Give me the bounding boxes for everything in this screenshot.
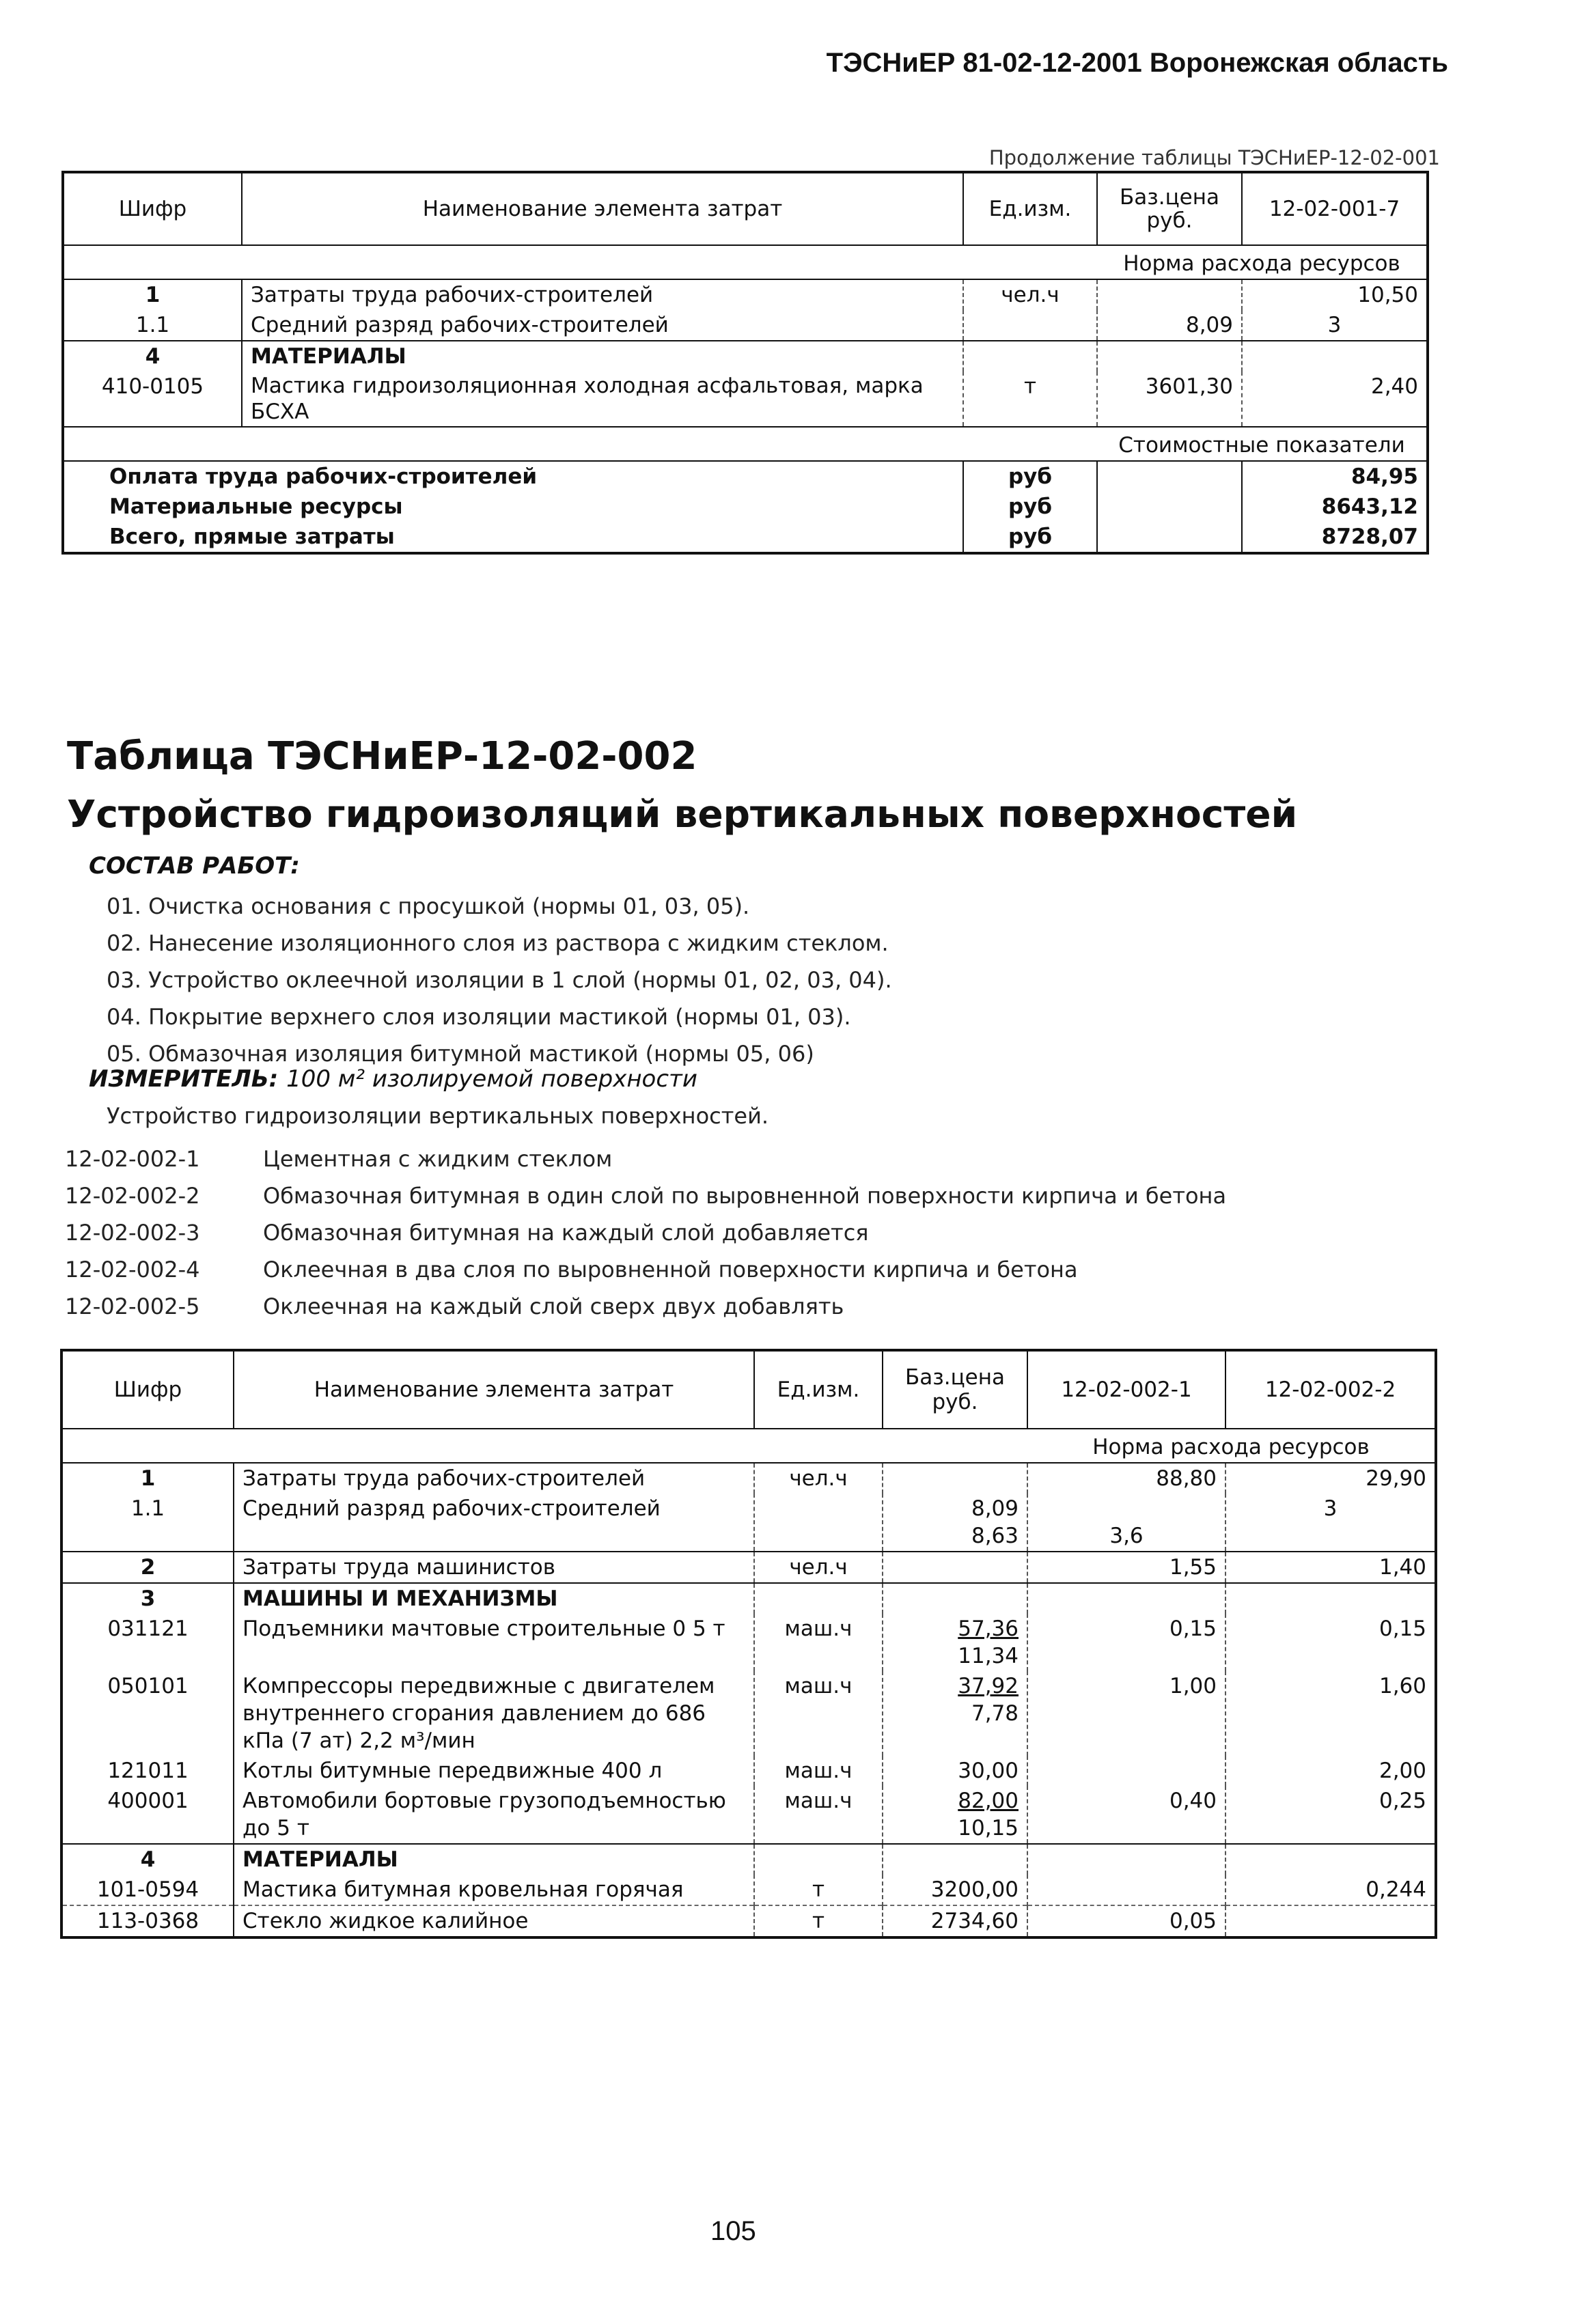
section-row-norms	[61, 1429, 1436, 1463]
row-unit	[963, 310, 1097, 341]
variant-item	[65, 1251, 1226, 1288]
row-name: МАТЕРИАЛЫ	[234, 1844, 754, 1875]
col-header-unit: Ед.изм.	[754, 1350, 883, 1429]
norm-variants	[65, 1140, 1226, 1325]
table-row	[61, 1786, 1436, 1844]
row-norm-1	[1027, 1844, 1225, 1875]
row-norm-2: 0,244	[1225, 1875, 1436, 1905]
row-unit: маш.ч	[754, 1786, 883, 1844]
row-norm-2	[1225, 1583, 1436, 1614]
cost-unit: руб	[963, 522, 1097, 553]
row-norm-1	[1027, 1583, 1225, 1614]
col-header-norm: 12-02-001-7	[1242, 172, 1428, 245]
table-row	[61, 1875, 1436, 1905]
variant-item	[65, 1214, 1226, 1251]
row-price	[883, 1552, 1027, 1583]
table-row	[61, 1844, 1436, 1875]
row-name: Затраты труда рабочих-строителей	[234, 1463, 754, 1494]
row-unit: т	[963, 372, 1097, 427]
measure-line	[89, 1065, 697, 1093]
row-price	[883, 1844, 1027, 1875]
table1	[61, 171, 1429, 555]
row-price: 37,92 7,78	[883, 1671, 1027, 1756]
row-unit: чел.ч	[754, 1552, 883, 1583]
row-unit: маш.ч	[754, 1671, 883, 1756]
table-row	[61, 1552, 1436, 1583]
table2-header-row	[61, 1350, 1436, 1429]
col-header-unit: Ед.изм.	[963, 172, 1097, 245]
cost-name: Всего, прямые затраты	[109, 524, 395, 549]
section-row-costs	[63, 427, 1428, 461]
row-unit: чел.ч	[754, 1463, 883, 1494]
table-row	[61, 1583, 1436, 1614]
col-header-price: Баз.цена руб.	[883, 1350, 1027, 1429]
row-norm-2: 1,60	[1225, 1671, 1436, 1756]
row-name: МАТЕРИАЛЫ	[242, 341, 963, 372]
variant-text: Оклеечная в два слоя по выровненной поверхности кирпича и бетона	[263, 1257, 1078, 1283]
cost-name: Материальные ресурсы	[109, 494, 403, 519]
variant-code: 12-02-002-4	[65, 1257, 200, 1283]
table-title: Таблица ТЭСНиЕР-12-02-002	[67, 734, 697, 779]
row-norm-2	[1225, 1844, 1436, 1875]
row-norm-2: 0,25	[1225, 1786, 1436, 1844]
work-list	[107, 888, 892, 1072]
col-header-price: Баз.цена руб.	[1097, 172, 1242, 245]
row-price: 3200,00	[883, 1875, 1027, 1905]
table-row	[61, 1614, 1436, 1671]
row-norm-1	[1027, 1875, 1225, 1905]
row-norm-2: 0,15	[1225, 1614, 1436, 1671]
section-label-norms: Норма расхода ресурсов	[1097, 245, 1428, 279]
row-price	[1097, 279, 1242, 310]
section-label-costs: Стоимостные показатели	[1097, 427, 1428, 461]
row-price: 8,09 8,63	[883, 1494, 1027, 1552]
variant-item	[65, 1288, 1226, 1325]
row-unit: маш.ч	[754, 1614, 883, 1671]
cost-unit: руб	[963, 461, 1097, 492]
row-code: 2	[140, 1555, 156, 1580]
row-norm-1: 1,55	[1027, 1552, 1225, 1583]
measure-label: ИЗМЕРИТЕЛЬ:	[89, 1065, 279, 1093]
section-label-norms: Норма расхода ресурсов	[1027, 1429, 1436, 1463]
row-price: 57,36 11,34	[883, 1614, 1027, 1671]
row-value	[1242, 341, 1428, 372]
table-row	[61, 1671, 1436, 1756]
table-row	[63, 310, 1428, 341]
row-code: 3	[140, 1586, 156, 1611]
row-code: 400001	[107, 1789, 189, 1813]
row-code: 1	[140, 1466, 156, 1491]
row-name: Мастика битумная кровельная горячая	[234, 1875, 754, 1905]
row-code: 113-0368	[96, 1909, 199, 1933]
row-norm-2: 2,00	[1225, 1756, 1436, 1786]
measure-text: Устройство гидроизоляции вертикальных поверхностей.	[107, 1103, 769, 1129]
row-code: 121011	[107, 1759, 189, 1783]
row-name: Затраты труда машинистов	[234, 1552, 754, 1583]
table-row	[63, 341, 1428, 372]
row-name: Затраты труда рабочих-строителей	[242, 279, 963, 310]
col-header-name: Наименование элемента затрат	[242, 172, 963, 245]
row-unit: т	[754, 1875, 883, 1905]
row-price	[883, 1583, 1027, 1614]
col-header-code: Шифр	[61, 1350, 234, 1429]
col-header-norm-1: 12-02-002-1	[1027, 1350, 1225, 1429]
table-row	[61, 1463, 1436, 1494]
row-unit	[963, 341, 1097, 372]
row-name: Мастика гидроизоляционная холодная асфальтовая, марка БСХА	[242, 372, 963, 427]
variant-text: Цементная с жидким стеклом	[263, 1146, 613, 1172]
measure-value: 100 м² изолируемой поверхности	[286, 1065, 697, 1093]
row-price: 3601,30	[1097, 372, 1242, 427]
row-norm-2: 29,90	[1225, 1463, 1436, 1494]
row-code: 050101	[107, 1674, 189, 1698]
row-code: 4	[140, 1847, 156, 1872]
table-row	[61, 1905, 1436, 1937]
table1-caption: Продолжение таблицы ТЭСНиЕР-12-02-001	[988, 146, 1440, 169]
variant-code: 12-02-002-1	[65, 1146, 200, 1172]
col-header-name: Наименование элемента затрат	[234, 1350, 754, 1429]
row-name: Средний разряд рабочих-строителей	[234, 1494, 754, 1552]
row-price: 2734,60	[883, 1905, 1027, 1937]
table-row	[63, 279, 1428, 310]
row-code: 1.1	[130, 1496, 165, 1521]
row-unit	[754, 1844, 883, 1875]
section-row-norms	[63, 245, 1428, 279]
row-code: 101-0594	[96, 1877, 199, 1902]
variant-text: Обмазочная битумная в один слой по выровненной поверхности кирпича и бетона	[263, 1183, 1227, 1209]
row-value: 2,40	[1242, 372, 1428, 427]
work-item: 02. Нанесение изоляционного слоя из раствора с жидким стеклом.	[107, 930, 889, 956]
cost-row	[63, 522, 1428, 553]
row-name: Автомобили бортовые грузоподъемностью до 5 т	[234, 1786, 754, 1844]
row-name: Подъемники мачтовые строительные 0 5 т	[234, 1614, 754, 1671]
row-norm-2: 1,40	[1225, 1552, 1436, 1583]
row-name: Средний разряд рабочих-строителей	[242, 310, 963, 341]
row-norm-1: 0,40	[1027, 1786, 1225, 1844]
variant-code: 12-02-002-3	[65, 1220, 200, 1246]
col-header-code: Шифр	[63, 172, 242, 245]
row-code: 410-0105	[101, 374, 204, 399]
work-item: 01. Очистка основания с просушкой (нормы 01, 03, 05).	[107, 893, 750, 919]
row-norm-1: 1,00	[1027, 1671, 1225, 1756]
table-row	[61, 1494, 1436, 1552]
table2	[60, 1349, 1437, 1939]
cost-row	[63, 461, 1428, 492]
cost-row	[63, 492, 1428, 522]
row-name: Котлы битумные передвижные 400 л	[234, 1756, 754, 1786]
row-name: МАШИНЫ И МЕХАНИЗМЫ	[234, 1583, 754, 1614]
table-row	[61, 1756, 1436, 1786]
row-name: Компрессоры передвижные с двигателем внутреннего сгорания давлением до 686 кПа (7 ат) 2,2 м³/мин	[234, 1671, 754, 1756]
variant-text: Обмазочная битумная на каждый слой добавляется	[263, 1220, 869, 1246]
table1-header-row	[63, 172, 1428, 245]
row-code: 1	[145, 283, 161, 307]
row-price: 30,00	[883, 1756, 1027, 1786]
table-row	[63, 372, 1428, 427]
row-price	[883, 1463, 1027, 1494]
document-header: ТЭСНиЕР 81-02-12-2001 Воронежская область	[826, 48, 1448, 78]
row-norm-1: 0,15	[1027, 1614, 1225, 1671]
variant-code: 12-02-002-5	[65, 1293, 200, 1319]
cost-unit: руб	[963, 492, 1097, 522]
row-value: 3	[1242, 310, 1428, 341]
row-norm-1	[1027, 1756, 1225, 1786]
row-norm-1: 3,6	[1027, 1494, 1225, 1552]
row-unit: т	[754, 1905, 883, 1937]
row-code: 031121	[107, 1616, 189, 1641]
row-price: 82,00 10,15	[883, 1786, 1027, 1844]
cost-name: Оплата труда рабочих-строителей	[109, 464, 538, 489]
table-subtitle: Устройство гидроизоляций вертикальных поверхностей	[67, 792, 1298, 836]
row-norm-2: 3	[1225, 1494, 1436, 1552]
cost-value: 8728,07	[1242, 522, 1428, 553]
row-unit	[754, 1583, 883, 1614]
row-norm-1: 0,05	[1027, 1905, 1225, 1937]
work-item: 03. Устройство оклеечной изоляции в 1 слой (нормы 01, 02, 03, 04).	[107, 967, 892, 993]
cost-value: 8643,12	[1242, 492, 1428, 522]
variant-item	[65, 1177, 1226, 1214]
row-code: 4	[145, 344, 161, 369]
row-norm-2	[1225, 1905, 1436, 1937]
row-price: 8,09	[1097, 310, 1242, 341]
row-norm-1: 88,80	[1027, 1463, 1225, 1494]
variant-item	[65, 1140, 1226, 1177]
col-header-norm-2: 12-02-002-2	[1225, 1350, 1436, 1429]
row-value: 10,50	[1242, 279, 1428, 310]
work-item: 05. Обмазочная изоляция битумной мастикой (нормы 05, 06)	[107, 1041, 814, 1067]
row-unit: маш.ч	[754, 1756, 883, 1786]
cost-value: 84,95	[1242, 461, 1428, 492]
row-unit	[754, 1494, 883, 1552]
work-item: 04. Покрытие верхнего слоя изоляции мастикой (нормы 01, 03).	[107, 1004, 851, 1030]
composition-label: СОСТАВ РАБОТ:	[89, 852, 300, 880]
page-number: 105	[710, 2216, 756, 2246]
variant-code: 12-02-002-2	[65, 1183, 200, 1209]
variant-text: Оклеечная на каждый слой сверх двух добавлять	[263, 1293, 844, 1319]
row-price	[1097, 341, 1242, 372]
row-unit: чел.ч	[963, 279, 1097, 310]
row-name: Стекло жидкое калийное	[234, 1905, 754, 1937]
row-code: 1.1	[135, 313, 170, 337]
